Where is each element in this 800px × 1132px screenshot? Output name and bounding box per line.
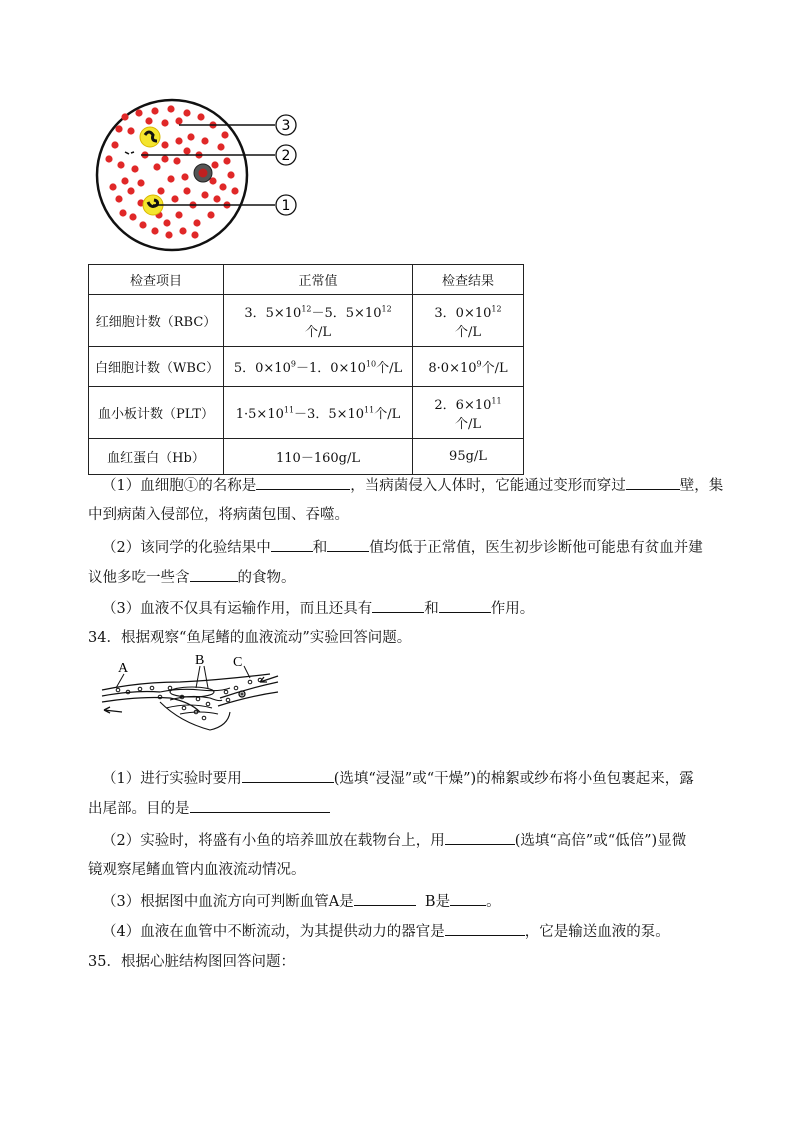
red-blood-cell	[145, 117, 152, 124]
red-blood-cell	[183, 187, 190, 194]
answer-blank[interactable]	[439, 598, 491, 613]
normal-cell: 5．$0\times 10^9-1$．$0\times 10^{10}$个/L	[224, 347, 413, 387]
header-cell: 检查项目	[89, 265, 224, 295]
red-blood-cell	[111, 141, 118, 148]
table-row	[89, 347, 524, 387]
normal-cell: 3．$5\times 10^{12}-5$．$5\times 10^{12}$ 个/L	[224, 295, 413, 347]
red-blood-cell	[115, 195, 122, 202]
table-row	[89, 295, 524, 347]
red-blood-cell	[157, 187, 164, 194]
fish-tail-vessel-figure	[100, 652, 290, 748]
red-blood-cell	[213, 195, 220, 202]
red-blood-cell	[219, 183, 226, 190]
red-blood-cell	[175, 211, 182, 218]
red-blood-cell	[167, 175, 174, 182]
label-1	[276, 195, 296, 215]
q34-1-line2: 出尾部。目的是	[88, 798, 330, 819]
vessel-c	[220, 682, 278, 698]
svg-text:2: 2	[281, 148, 291, 164]
flow-arrow-left	[104, 707, 122, 713]
red-blood-cell	[211, 161, 218, 168]
result-cell: 95g/L	[413, 439, 524, 475]
red-blood-cell	[105, 155, 112, 162]
item-cell: 血红蛋白（Hb）	[89, 439, 224, 475]
red-blood-cell	[201, 191, 208, 198]
label-3	[276, 115, 296, 135]
answer-blank[interactable]	[445, 830, 515, 845]
red-blood-cell	[127, 127, 134, 134]
red-blood-cell	[175, 117, 182, 124]
q34-2-line1: （2）实验时，将盛有小鱼的培养皿放在载物台上，用 (选填“高倍”或“低倍”)显微	[102, 830, 686, 851]
red-blood-cell	[119, 209, 126, 216]
red-blood-cell	[121, 177, 128, 184]
red-blood-cell	[179, 227, 186, 234]
red-blood-cell	[167, 105, 174, 112]
red-blood-cell	[127, 187, 134, 194]
answer-blank[interactable]	[271, 537, 313, 552]
red-blood-cell	[197, 113, 204, 120]
red-blood-cell	[175, 137, 182, 144]
label-2	[276, 145, 296, 165]
item-cell: 血小板计数（PLT）	[89, 387, 224, 439]
q33-3-line: （3）血液不仅具有运输作用，而且还具有 和 作用。	[102, 598, 534, 619]
q33-1-line2: 中到病菌入侵部位，将病菌包围、吞噬。	[88, 507, 349, 523]
header-cell: 正常值	[224, 265, 413, 295]
red-blood-cell	[207, 211, 214, 218]
q34-title: 34．根据观察“鱼尾鳍的血液流动”实验回答问题。	[88, 630, 412, 646]
label-a: A	[118, 661, 129, 676]
svg-text:3: 3	[281, 118, 291, 134]
q34-1-line1: （1）进行实验时要用 (选填“浸湿”或“干燥”)的棉絮或纱布将小鱼包裹起来，露	[102, 768, 694, 789]
normal-cell: 110－160g/L	[224, 439, 413, 475]
red-blood-cell	[193, 219, 200, 226]
q33-2-line2: 议他多吃一些含 的食物。	[88, 567, 296, 588]
white-blood-cell-3	[194, 164, 212, 182]
red-blood-cell	[137, 179, 144, 186]
q34-4-line: （4）血液在血管中不断流动，为其提供动力的器官是 ，它是输送血液的泵。	[102, 921, 670, 942]
answer-blank[interactable]	[626, 475, 680, 490]
q34-2-line2: 镜观察尾鳍血管内血液流动情况。	[88, 862, 306, 878]
red-blood-cell	[135, 109, 142, 116]
result-cell: 3．$0\times 10^{12}$ 个/L	[413, 295, 524, 347]
svg-text:1: 1	[281, 198, 291, 214]
red-blood-cell	[187, 133, 194, 140]
table-row	[89, 387, 524, 439]
answer-blank[interactable]	[445, 921, 525, 936]
item-cell: 白细胞计数（WBC）	[89, 347, 224, 387]
red-blood-cell	[227, 171, 234, 178]
red-blood-cell	[115, 125, 122, 132]
red-blood-cell	[117, 161, 124, 168]
red-blood-cell	[121, 113, 128, 120]
label-b: B	[195, 653, 205, 668]
result-cell: 2．$6\times 10^{11}$ 个/L	[413, 387, 524, 439]
red-blood-cell	[109, 183, 116, 190]
red-blood-cell	[217, 143, 224, 150]
table-header-row	[89, 265, 524, 295]
answer-blank[interactable]	[242, 768, 334, 783]
red-blood-cell	[161, 155, 168, 162]
blood-test-table	[88, 264, 524, 475]
answer-blank[interactable]	[190, 798, 330, 813]
answer-blank[interactable]	[256, 475, 350, 490]
red-blood-cell	[153, 163, 160, 170]
result-cell: $8\cdot 0\times 10^9$个/L	[413, 347, 524, 387]
table-row	[89, 439, 524, 475]
white-blood-cell-1	[140, 127, 160, 147]
item-cell: 红细胞计数（RBC）	[89, 295, 224, 347]
header-cell: 检查结果	[413, 265, 524, 295]
red-blood-cell	[161, 119, 168, 126]
red-blood-cell	[223, 157, 230, 164]
red-blood-cell	[171, 195, 178, 202]
red-blood-cell	[129, 213, 136, 220]
red-blood-cell	[173, 157, 180, 164]
q35-title: 35．根据心脏结构图回答问题：	[88, 954, 295, 970]
red-blood-cell	[139, 221, 146, 228]
answer-blank[interactable]	[354, 891, 416, 906]
flow-arrow-right	[260, 676, 278, 682]
answer-blank[interactable]	[327, 537, 369, 552]
blood-smear-figure	[95, 95, 335, 255]
red-blood-cell	[181, 173, 188, 180]
red-blood-cell	[191, 231, 198, 238]
answer-blank[interactable]	[372, 598, 424, 613]
answer-blank[interactable]	[450, 891, 486, 906]
red-blood-cell	[151, 107, 158, 114]
q34-3-line: （3）根据图中血流方向可判断血管A是 B是 。	[102, 891, 501, 912]
answer-blank[interactable]	[190, 567, 238, 582]
red-blood-cell	[183, 147, 190, 154]
q33-2-line1: （2）该同学的化验结果中 和 值均低于正常值，医生初步诊断他可能患有贫血并建	[102, 537, 703, 558]
microscope-field	[97, 100, 247, 250]
red-blood-cell	[183, 109, 190, 116]
q33-1-line1: （1）血细胞①的名称是 ，当病菌侵入人体时，它能通过变形而穿过 壁，集	[102, 475, 723, 496]
red-blood-cell	[131, 165, 138, 172]
label-c: C	[233, 655, 243, 670]
red-blood-cell	[201, 137, 208, 144]
red-blood-cell	[151, 227, 158, 234]
capillary-network-b	[160, 688, 230, 730]
normal-cell: $1\cdot 5\times 10^{11}-3$．$5\times 10^{11}$个/L	[224, 387, 413, 439]
red-blood-cell	[221, 131, 228, 138]
red-blood-cell	[163, 219, 170, 226]
red-blood-cell	[165, 231, 172, 238]
red-blood-cell	[231, 187, 238, 194]
red-blood-cell	[161, 141, 168, 148]
